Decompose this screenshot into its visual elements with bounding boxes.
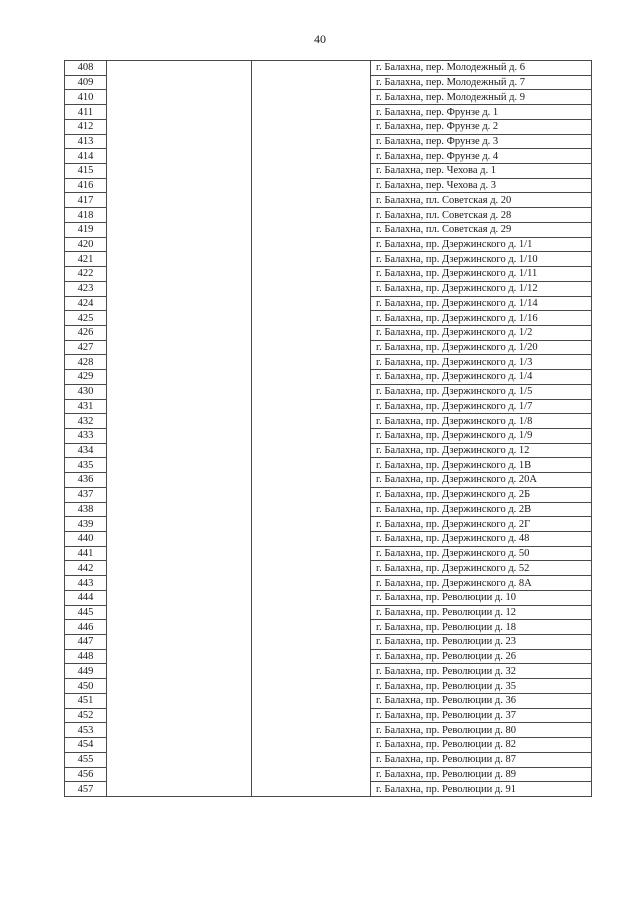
address-cell: г. Балахна, пр. Дзержинского д. 1/10 xyxy=(371,252,592,267)
row-number-cell: 410 xyxy=(65,90,107,105)
row-number-cell: 452 xyxy=(65,708,107,723)
row-number-cell: 448 xyxy=(65,649,107,664)
row-number-cell: 431 xyxy=(65,399,107,414)
blank-column-cell xyxy=(252,61,371,797)
address-cell: г. Балахна, пр. Дзержинского д. 1В xyxy=(371,458,592,473)
address-cell: г. Балахна, пр. Революции д. 12 xyxy=(371,605,592,620)
address-cell: г. Балахна, пр. Дзержинского д. 1/11 xyxy=(371,267,592,282)
address-cell: г. Балахна, пр. Революции д. 87 xyxy=(371,752,592,767)
row-number-cell: 446 xyxy=(65,620,107,635)
row-number-cell: 418 xyxy=(65,208,107,223)
address-cell: г. Балахна, пер. Молодежный д. 6 xyxy=(371,61,592,76)
row-number-cell: 426 xyxy=(65,325,107,340)
address-cell: г. Балахна, пр. Дзержинского д. 1/4 xyxy=(371,370,592,385)
row-number-cell: 439 xyxy=(65,517,107,532)
row-number-cell: 427 xyxy=(65,340,107,355)
row-number-cell: 437 xyxy=(65,487,107,502)
row-number-cell: 432 xyxy=(65,414,107,429)
address-cell: г. Балахна, пр. Революции д. 35 xyxy=(371,679,592,694)
row-number-cell: 423 xyxy=(65,281,107,296)
row-number-cell: 441 xyxy=(65,546,107,561)
address-cell: г. Балахна, пер. Фрунзе д. 4 xyxy=(371,149,592,164)
row-number-cell: 453 xyxy=(65,723,107,738)
row-number-cell: 412 xyxy=(65,119,107,134)
row-number-cell: 449 xyxy=(65,664,107,679)
address-cell: г. Балахна, пр. Революции д. 18 xyxy=(371,620,592,635)
row-number-cell: 457 xyxy=(65,782,107,797)
address-cell: г. Балахна, пр. Дзержинского д. 52 xyxy=(371,561,592,576)
row-number-cell: 421 xyxy=(65,252,107,267)
address-cell: г. Балахна, пр. Революции д. 37 xyxy=(371,708,592,723)
address-cell: г. Балахна, пр. Революции д. 26 xyxy=(371,649,592,664)
row-number-cell: 415 xyxy=(65,164,107,179)
row-number-cell: 428 xyxy=(65,355,107,370)
address-cell: г. Балахна, пр. Дзержинского д. 12 xyxy=(371,443,592,458)
address-cell: г. Балахна, пер. Фрунзе д. 2 xyxy=(371,119,592,134)
row-number-cell: 422 xyxy=(65,267,107,282)
address-cell: г. Балахна, пл. Советская д. 20 xyxy=(371,193,592,208)
row-number-cell: 455 xyxy=(65,752,107,767)
address-cell: г. Балахна, пер. Молодежный д. 9 xyxy=(371,90,592,105)
address-cell: г. Балахна, пр. Дзержинского д. 20А xyxy=(371,473,592,488)
row-number-cell: 435 xyxy=(65,458,107,473)
address-cell: г. Балахна, пр. Революции д. 80 xyxy=(371,723,592,738)
address-cell: г. Балахна, пр. Дзержинского д. 2В xyxy=(371,502,592,517)
address-cell: г. Балахна, пр. Революции д. 36 xyxy=(371,693,592,708)
address-cell: г. Балахна, пл. Советская д. 29 xyxy=(371,222,592,237)
row-number-cell: 425 xyxy=(65,311,107,326)
row-number-cell: 417 xyxy=(65,193,107,208)
address-cell: г. Балахна, пр. Дзержинского д. 1/12 xyxy=(371,281,592,296)
address-cell: г. Балахна, пр. Дзержинского д. 1/20 xyxy=(371,340,592,355)
address-cell: г. Балахна, пр. Дзержинского д. 1/14 xyxy=(371,296,592,311)
row-number-cell: 409 xyxy=(65,75,107,90)
row-number-cell: 413 xyxy=(65,134,107,149)
address-cell: г. Балахна, пл. Советская д. 28 xyxy=(371,208,592,223)
blank-column-cell xyxy=(107,61,252,797)
row-number-cell: 408 xyxy=(65,61,107,76)
address-cell: г. Балахна, пр. Революции д. 32 xyxy=(371,664,592,679)
address-cell: г. Балахна, пр. Революции д. 91 xyxy=(371,782,592,797)
row-number-cell: 433 xyxy=(65,428,107,443)
address-cell: г. Балахна, пер. Фрунзе д. 1 xyxy=(371,105,592,120)
address-cell: г. Балахна, пр. Революции д. 82 xyxy=(371,738,592,753)
table-row xyxy=(65,61,592,76)
address-cell: г. Балахна, пр. Дзержинского д. 1/16 xyxy=(371,311,592,326)
row-number-cell: 454 xyxy=(65,738,107,753)
address-cell: г. Балахна, пер. Чехова д. 1 xyxy=(371,164,592,179)
address-cell: г. Балахна, пр. Дзержинского д. 1/5 xyxy=(371,384,592,399)
row-number-cell: 430 xyxy=(65,384,107,399)
row-number-cell: 419 xyxy=(65,222,107,237)
row-number-cell: 436 xyxy=(65,473,107,488)
address-cell: г. Балахна, пр. Дзержинского д. 1/1 xyxy=(371,237,592,252)
row-number-cell: 438 xyxy=(65,502,107,517)
row-number-cell: 445 xyxy=(65,605,107,620)
address-cell: г. Балахна, пр. Революции д. 89 xyxy=(371,767,592,782)
row-number-cell: 420 xyxy=(65,237,107,252)
row-number-cell: 434 xyxy=(65,443,107,458)
row-number-cell: 442 xyxy=(65,561,107,576)
page-number: 40 xyxy=(314,32,326,46)
address-cell: г. Балахна, пр. Дзержинского д. 1/2 xyxy=(371,325,592,340)
row-number-cell: 411 xyxy=(65,105,107,120)
address-cell: г. Балахна, пр. Дзержинского д. 1/3 xyxy=(371,355,592,370)
address-cell: г. Балахна, пр. Дзержинского д. 1/9 xyxy=(371,428,592,443)
row-number-cell: 414 xyxy=(65,149,107,164)
address-cell: г. Балахна, пр. Дзержинского д. 48 xyxy=(371,532,592,547)
row-number-cell: 450 xyxy=(65,679,107,694)
address-cell: г. Балахна, пр. Дзержинского д. 1/7 xyxy=(371,399,592,414)
row-number-cell: 429 xyxy=(65,370,107,385)
address-cell: г. Балахна, пр. Революции д. 23 xyxy=(371,635,592,650)
address-cell: г. Балахна, пр. Революции д. 10 xyxy=(371,590,592,605)
row-number-cell: 456 xyxy=(65,767,107,782)
address-cell: г. Балахна, пер. Молодежный д. 7 xyxy=(371,75,592,90)
row-number-cell: 451 xyxy=(65,693,107,708)
row-number-cell: 424 xyxy=(65,296,107,311)
address-cell: г. Балахна, пер. Фрунзе д. 3 xyxy=(371,134,592,149)
address-cell: г. Балахна, пр. Дзержинского д. 2Г xyxy=(371,517,592,532)
address-table xyxy=(64,60,592,797)
row-number-cell: 440 xyxy=(65,532,107,547)
row-number-cell: 443 xyxy=(65,576,107,591)
row-number-cell: 447 xyxy=(65,635,107,650)
address-cell: г. Балахна, пр. Дзержинского д. 1/8 xyxy=(371,414,592,429)
address-cell: г. Балахна, пр. Дзержинского д. 50 xyxy=(371,546,592,561)
row-number-cell: 444 xyxy=(65,590,107,605)
row-number-cell: 416 xyxy=(65,178,107,193)
address-cell: г. Балахна, пер. Чехова д. 3 xyxy=(371,178,592,193)
address-cell: г. Балахна, пр. Дзержинского д. 8А xyxy=(371,576,592,591)
address-table-body xyxy=(65,61,592,797)
address-cell: г. Балахна, пр. Дзержинского д. 2Б xyxy=(371,487,592,502)
